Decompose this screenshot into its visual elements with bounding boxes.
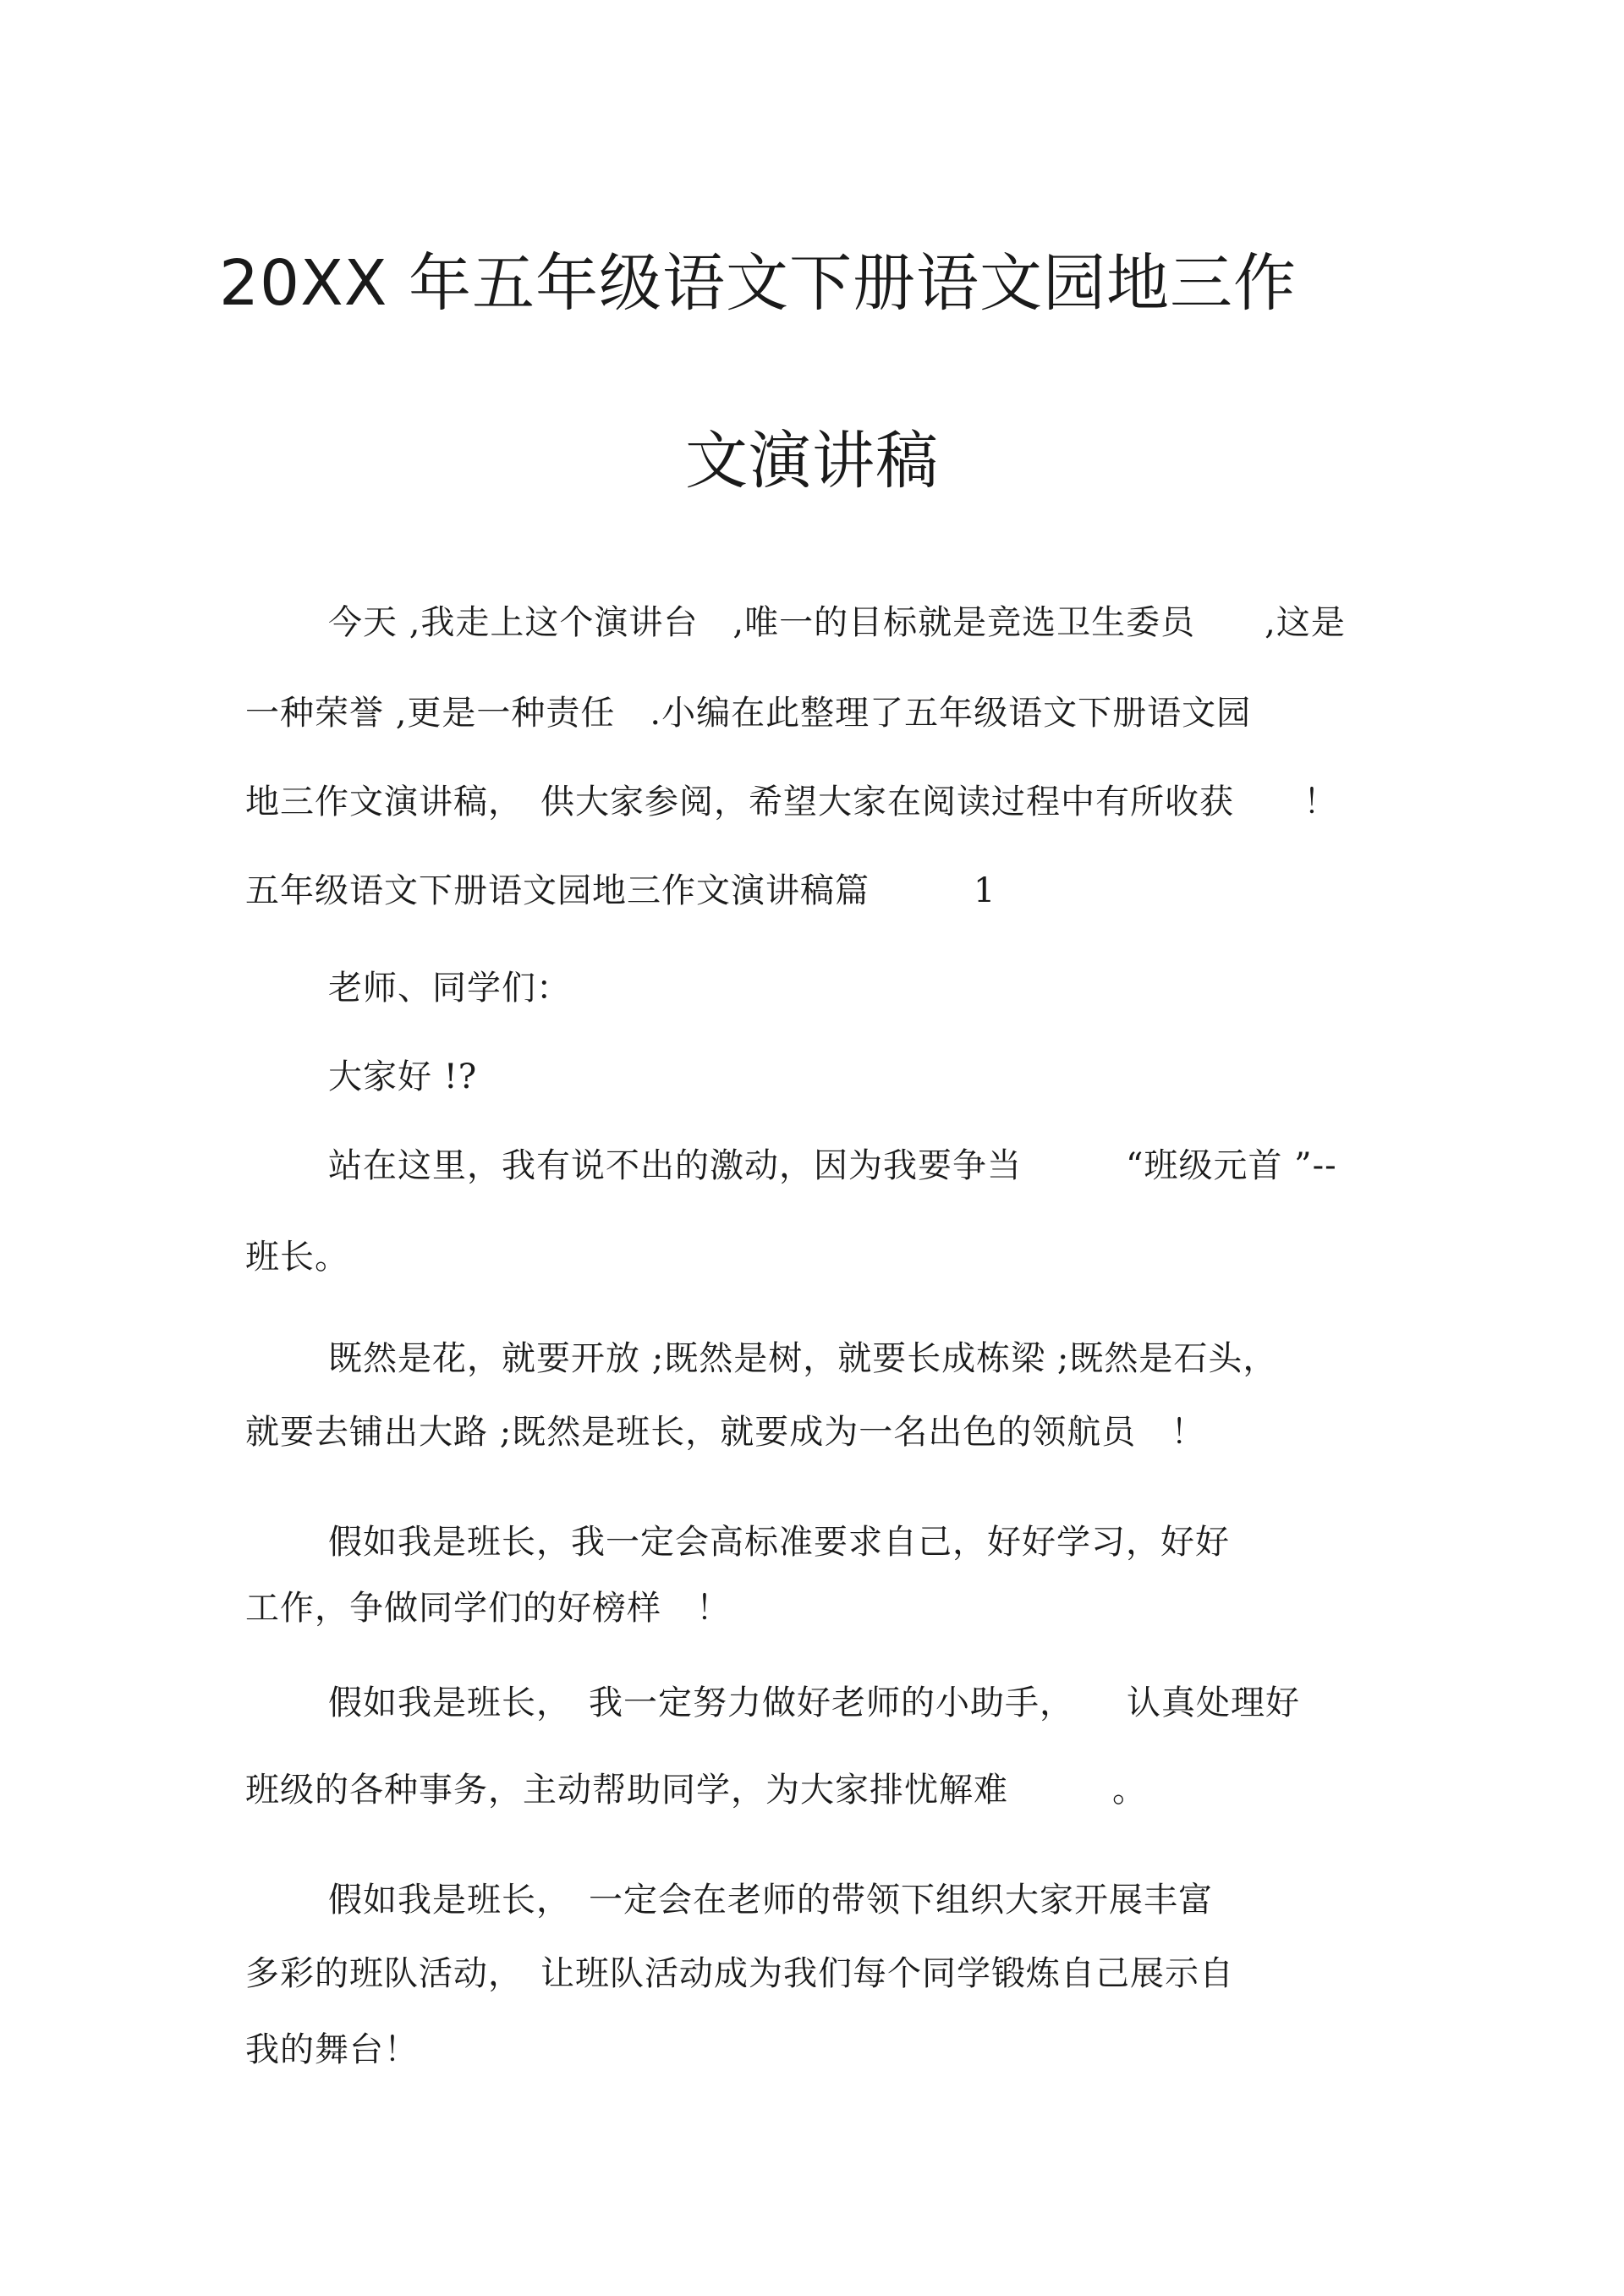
paragraph-5-line-1: 假如我是班长， 一定会在老师的带领下组织大家开展丰富 [328,1881,1213,1920]
paragraph-4-line-1: 假如我是班长， 我一定努力做好老师的小助手， 认真处理好 [328,1684,1300,1722]
paragraph-1-line-2: 班长。 [245,1238,349,1277]
paragraph-3-line-2: 工作，争做同学们的好榜样 ！ [245,1589,731,1628]
paragraph-5-line-2: 多彩的班队活动， 让班队活动成为我们每个同学锻炼自己展示自 [245,1954,1234,1993]
section-heading: 五年级语文下册语文园地三作文演讲稿篇 1 [245,871,996,910]
document-title-line-2: 文演讲稿 [685,425,939,497]
paragraph-intro-line-2: 一种荣誉 ,更是一种责任 .小编在此整理了五年级语文下册语文园 [245,694,1252,733]
paragraph-1-line-1: 站在这里，我有说不出的激动，因为我要争当 “班级元首 ”-- [328,1146,1337,1185]
paragraph-2-line-1: 既然是花，就要开放 ;既然是树，就要长成栋梁 ;既然是石头， [328,1339,1278,1378]
paragraph-intro-line-1: 今天 ,我走上这个演讲台 ,唯一的目标就是竞选卫生委员 ,这是 [328,603,1346,642]
paragraph-5-line-3: 我的舞台！ [245,2030,419,2069]
document-title-line-1: 20XX 年五年级语文下册语文园地三作 [218,247,1298,320]
greeting: 大家好 !? [328,1057,478,1096]
paragraph-intro-line-3: 地三作文演讲稿， 供大家参阅，希望大家在阅读过程中有所收获 ！ [245,783,1338,821]
paragraph-3-line-1: 假如我是班长，我一定会高标准要求自己，好好学习，好好 [328,1523,1230,1562]
paragraph-2-line-2: 就要去铺出大路 ;既然是班长，就要成为一名出色的领航员 ！ [245,1413,1206,1452]
salutation: 老师、同学们： [328,969,571,1008]
paragraph-4-line-2: 班级的各种事务，主动帮助同学，为大家排忧解难 。 [245,1771,1147,1810]
